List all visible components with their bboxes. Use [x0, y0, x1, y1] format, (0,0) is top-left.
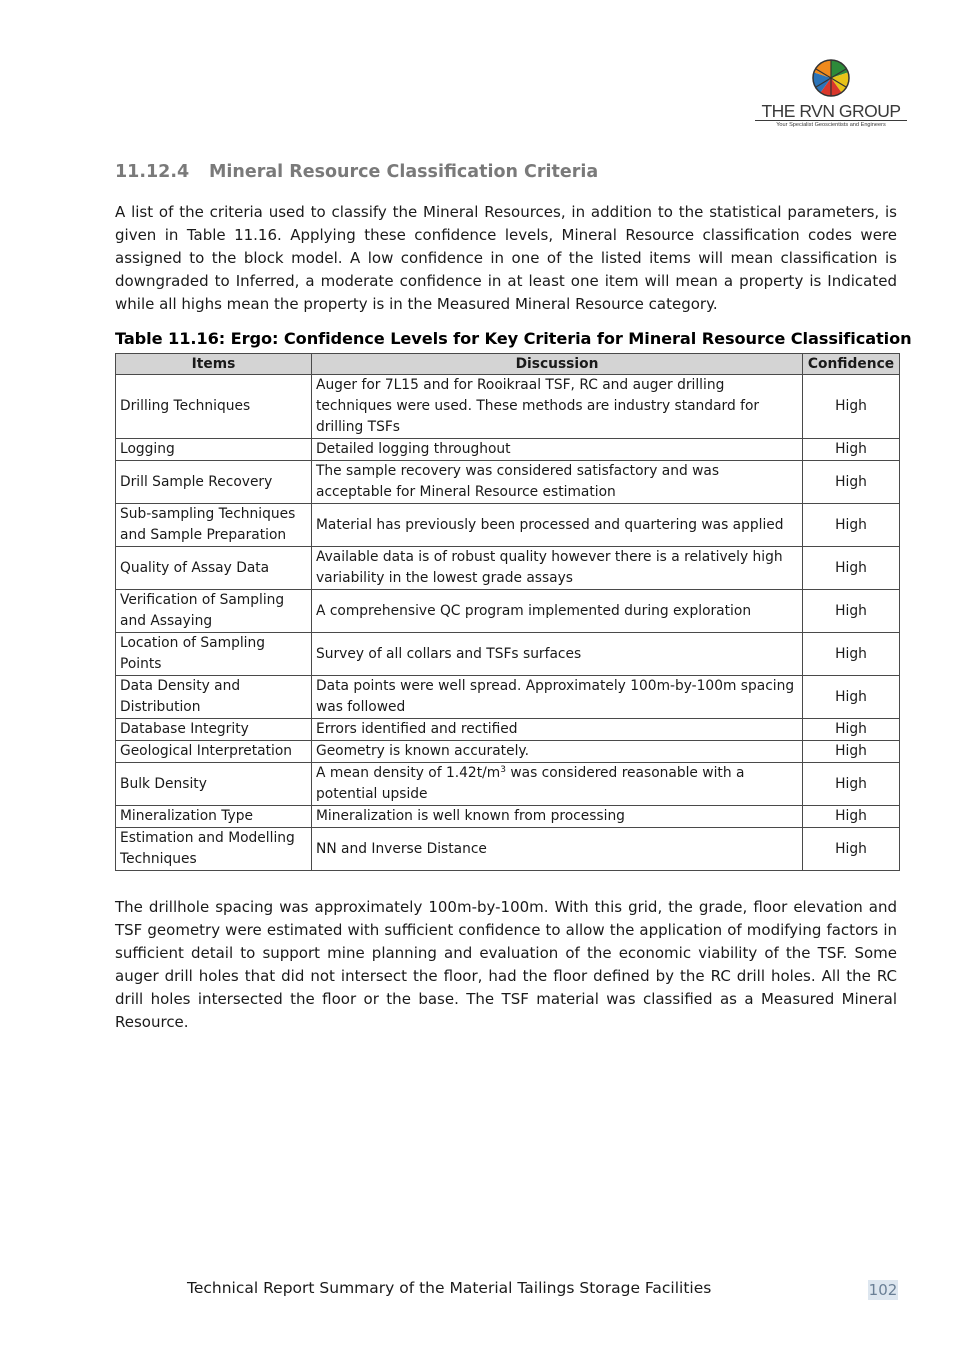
- header-confidence: Confidence: [803, 354, 900, 375]
- row-item: Database Integrity: [116, 719, 312, 741]
- logo-rule: [755, 120, 907, 121]
- row-discussion: NN and Inverse Distance: [312, 828, 803, 871]
- table-row: [116, 590, 900, 633]
- logo-tagline: Your Specialist Geoscientists and Engineers: [776, 122, 886, 128]
- row-confidence: High: [803, 504, 900, 547]
- superscript: 3: [500, 765, 506, 775]
- row-item: Drilling Techniques: [116, 375, 312, 439]
- row-confidence: High: [803, 547, 900, 590]
- row-confidence: High: [803, 590, 900, 633]
- row-item: Bulk Density: [116, 763, 312, 806]
- row-discussion: Auger for 7L15 and for Rooikraal TSF, RC and auger drilling techniques were used. These methods are industry standard for drilling TSFs: [312, 375, 803, 439]
- row-confidence: High: [803, 763, 900, 806]
- section-title: Mineral Resource Classification Criteria: [209, 162, 599, 182]
- row-discussion: Detailed logging throughout: [312, 439, 803, 461]
- page-number: 102: [868, 1281, 898, 1299]
- row-confidence: High: [803, 676, 900, 719]
- discussion-text: was considered reasonable with a potential upside: [316, 765, 745, 802]
- row-confidence: High: [803, 806, 900, 828]
- footer-title: Technical Report Summary of the Material Tailings Storage Facilities: [187, 1279, 712, 1297]
- header-items: Items: [116, 354, 312, 375]
- row-discussion: [312, 763, 803, 806]
- row-discussion: Errors identified and rectified: [312, 719, 803, 741]
- table-row: [116, 504, 900, 547]
- table-row: [116, 461, 900, 504]
- row-item: Mineralization Type: [116, 806, 312, 828]
- table-row: [116, 763, 900, 806]
- table-row: [116, 676, 900, 719]
- discussion-text: A mean density of 1.42t/m: [316, 765, 501, 781]
- row-discussion: A comprehensive QC program implemented during exploration: [312, 590, 803, 633]
- row-confidence: High: [803, 375, 900, 439]
- row-item: Geological Interpretation: [116, 741, 312, 763]
- intro-paragraph: A list of the criteria used to classify the Mineral Resources, in addition to the statistical parameters, is given in Table 11.16. Applying these confidence levels, Mineral Resource classification codes were assigned to the block model. A low confidence in one of the listed items will mean classification is downgraded to Inferred, a moderate confidence in at least one item will mean a property is Indicated while all highs mean the property is in the Measured Mineral Resource category.: [115, 203, 897, 313]
- row-discussion: Available data is of robust quality however there is a relatively high variability in the lowest grade assays: [312, 547, 803, 590]
- table-row: [116, 806, 900, 828]
- row-confidence: High: [803, 633, 900, 676]
- row-confidence: High: [803, 439, 900, 461]
- row-discussion: Survey of all collars and TSFs surfaces: [312, 633, 803, 676]
- section-heading: [115, 162, 598, 182]
- row-discussion: Material has previously been processed and quartering was applied: [312, 504, 803, 547]
- table-row: [116, 375, 900, 439]
- row-confidence: High: [803, 741, 900, 763]
- company-logo: [752, 58, 912, 132]
- row-confidence: High: [803, 719, 900, 741]
- row-discussion: Mineralization is well known from processing: [312, 806, 803, 828]
- table-row: [116, 633, 900, 676]
- table-row: [116, 547, 900, 590]
- row-item: Drill Sample Recovery: [116, 461, 312, 504]
- row-confidence: High: [803, 828, 900, 871]
- row-item: Data Density and Distribution: [116, 676, 312, 719]
- table-row: [116, 828, 900, 871]
- table-row: [116, 439, 900, 461]
- conclusion-paragraph: The drillhole spacing was approximately 100m-by-100m. With this grid, the grade, floor elevation and TSF geometry were estimated with sufficient confidence to allow the application of modifying factors in sufficient detail to support mine planning and evaluation of the economic viability of the TSF. Some auger drill holes that did not intersect the floor, had the floor defined by the RC drill holes. All the RC drill holes intersected the floor or the base. The TSF material was classified as a Measured Mineral Resource.: [115, 898, 897, 1031]
- row-item: Sub-sampling Techniques and Sample Preparation: [116, 504, 312, 547]
- table-caption: Table 11.16: Ergo: Confidence Levels for Key Criteria for Mineral Resource Classification: [115, 329, 912, 348]
- row-item: Estimation and Modelling Techniques: [116, 828, 312, 871]
- row-discussion: Geometry is known accurately.: [312, 741, 803, 763]
- row-item: Logging: [116, 439, 312, 461]
- section-number: 11.12.4: [115, 162, 190, 182]
- row-discussion: The sample recovery was considered satisfactory and was acceptable for Mineral Resource estimation: [312, 461, 803, 504]
- table-row: [116, 741, 900, 763]
- header-discussion: Discussion: [312, 354, 803, 375]
- row-item: Verification of Sampling and Assaying: [116, 590, 312, 633]
- logo-name: THE RVN GROUP: [761, 101, 901, 121]
- row-item: Quality of Assay Data: [116, 547, 312, 590]
- criteria-table: [115, 353, 900, 871]
- row-discussion: Data points were well spread. Approximately 100m-by-100m spacing was followed: [312, 676, 803, 719]
- row-confidence: High: [803, 461, 900, 504]
- row-item: Location of Sampling Points: [116, 633, 312, 676]
- table-row: [116, 719, 900, 741]
- table-header-row: [116, 354, 900, 375]
- logo-wheel-icon: [752, 58, 912, 104]
